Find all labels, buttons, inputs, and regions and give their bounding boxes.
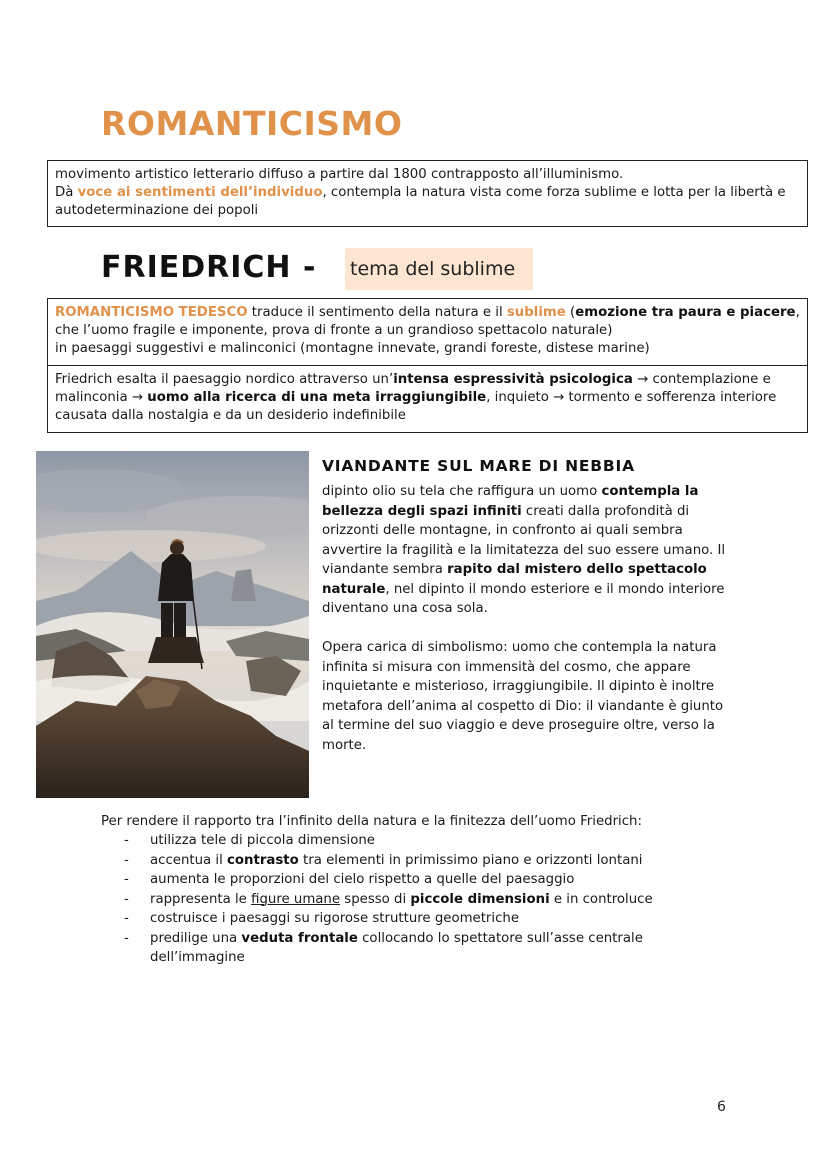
section-title: FRIEDRICH - — [101, 250, 317, 285]
list-dash: - — [124, 872, 129, 887]
box3-text3: , inquieto → tormento e sofferenza interiore causata dalla nostalgia e da un desiderio indefinibile — [55, 390, 777, 423]
item4-c: e in controluce — [549, 891, 653, 907]
intro-line2-suffix: , contempla la natura vista come forza sublime e lotta per la libertà e autodeterminazione dei popoli — [55, 185, 786, 218]
box3-bold2: uomo alla ricerca di una meta irraggiungibile — [147, 390, 487, 405]
list-dash: - — [124, 852, 129, 868]
box2-text1: traduce il sentimento della natura e il — [247, 305, 507, 320]
list-dash: - — [124, 911, 129, 926]
intro-line1: movimento artistico letterario diffuso a partire dal 1800 contrapposto all’illuminismo. — [55, 167, 624, 182]
item1-text: utilizza tele di piccola dimensione — [150, 833, 375, 848]
item3-text: aumenta le proporzioni del cielo rispetto a quelle del paesaggio — [150, 872, 575, 887]
item6-a: predilige una — [150, 930, 242, 946]
intro-highlight: voce ai sentimenti dell’individuo — [77, 185, 323, 200]
box3-bold1: intensa espressività psicologica — [393, 372, 633, 387]
box2-bold1: emozione tra paura e piacere — [575, 305, 796, 320]
friedrich-box — [47, 366, 808, 433]
list-intro: Per rendere il rapporto tra l’infinito della natura e la finitezza dell’uomo Friedrich: — [101, 814, 642, 829]
item6-c: collocando lo spettatore sull’asse centrale dell’immagine — [150, 930, 643, 965]
painting-description — [322, 482, 732, 755]
box2-highlight2: sublime — [506, 305, 566, 320]
p1-bold2: rapito dal mistero dello spettacolo naturale — [322, 562, 707, 597]
item2-a: accentua il — [150, 852, 228, 868]
item6-bold: veduta frontale — [241, 930, 358, 946]
item4-underlined: figure umane — [251, 891, 341, 907]
box2-text4: in paesaggi suggestivi e malinconici (montagne innevate, grandi foreste, distese marine) — [55, 341, 650, 356]
page-title: ROMANTICISMO — [101, 104, 403, 143]
list-dash: - — [124, 833, 129, 848]
painting-paragraph-2: Opera carica di simbolismo: uomo che contempla la natura infinita si misura con immensità del cosmo, che appare inquietante e misterioso, irraggiungibile. Il dipinto è inoltre metafora dell’anima al cospetto di Dio: il viandante è giunto al termine del suo viaggio e deve proseguire oltre, verso la morte. — [322, 640, 724, 753]
list-item — [124, 890, 704, 910]
p1-bold1: contempla la bellezza degli spazi infiniti — [322, 484, 699, 519]
intro-line2-prefix: Dà — [55, 185, 78, 200]
list-dash: - — [124, 930, 129, 946]
item2-c: tra elementi in primissimo piano e orizzonti lontani — [298, 852, 643, 868]
list-item — [124, 870, 704, 890]
p1-text2: creati dalla profondità di orizzonti delle montagne, in confronto ai quali sembra avvertire la fragilità e la limitatezza del suo essere umano. Il viandante sembra — [322, 503, 726, 577]
box2-text3: , che l’uomo fragile e imponente, prova di fronte a un grandioso spettacolo naturale) — [55, 305, 800, 338]
section-subtitle: tema del sublime — [345, 248, 533, 290]
technique-list — [124, 831, 704, 968]
item4-a: rappresenta le — [150, 891, 252, 907]
list-dash: - — [124, 891, 129, 907]
p1-text1: dipinto olio su tela che raffigura un uomo — [322, 484, 602, 499]
list-item — [124, 851, 704, 871]
box2-highlight1: ROMANTICISMO TEDESCO — [55, 305, 248, 320]
page-number: 6 — [717, 1099, 726, 1115]
list-item — [124, 929, 704, 968]
box2-text2: ( — [565, 305, 576, 320]
romanticism-box — [47, 298, 808, 366]
item2-bold: contrasto — [227, 852, 299, 868]
painting-paragraph-1 — [322, 482, 732, 619]
list-item — [124, 909, 704, 929]
list-item — [124, 831, 704, 851]
intro-box — [47, 160, 808, 227]
painting-title: VIANDANTE SUL MARE DI NEBBIA — [322, 457, 635, 475]
item4-b: spesso di — [340, 891, 411, 907]
wanderer-painting — [36, 451, 309, 798]
p1-text3: , nel dipinto il mondo esteriore e il mondo interiore diventano una cosa sola. — [322, 581, 725, 616]
item4-bold: piccole dimensioni — [410, 891, 550, 907]
item5-text: costruisce i paesaggi su rigorose strutture geometriche — [150, 911, 520, 926]
box3-text2: → contemplazione e malinconia → — [55, 372, 771, 405]
box3-text1: Friedrich esalta il paesaggio nordico attraverso un’ — [55, 372, 394, 387]
